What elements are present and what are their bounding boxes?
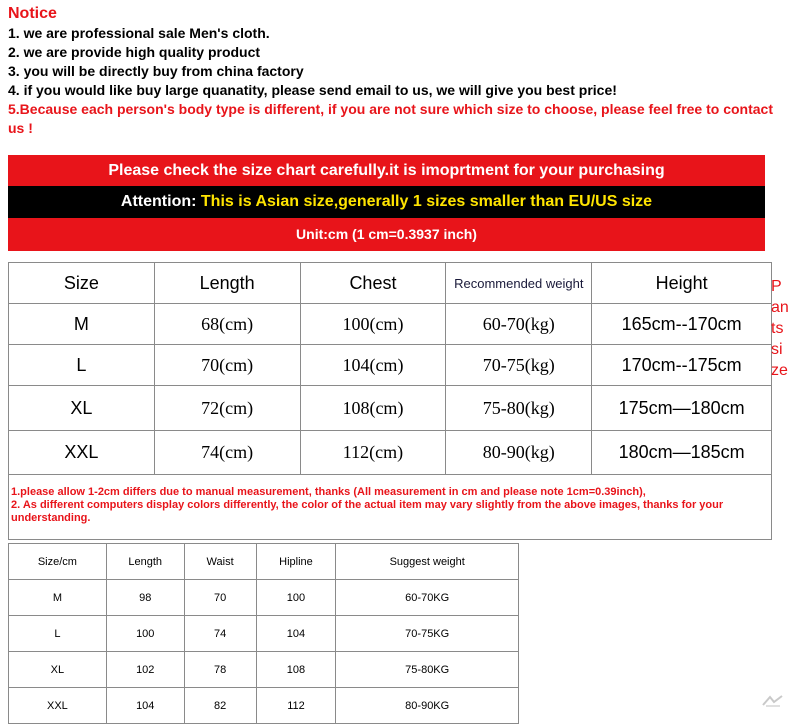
unit-banner: Unit:cm (1 cm=0.3937 inch)	[8, 218, 765, 251]
attention-label: Attention:	[120, 193, 197, 210]
header-waist: Waist	[184, 544, 256, 580]
header-hipline: Hipline	[256, 544, 336, 580]
top-size-table	[8, 262, 772, 540]
header-length: Length	[106, 544, 184, 580]
cell-height: 180cm—185cm	[592, 431, 772, 475]
table-row	[9, 304, 772, 345]
header-recommended-weight: Recommended weight	[446, 263, 592, 304]
cell-weight: 60-70(kg)	[446, 304, 592, 345]
cell-chest: 112(cm)	[300, 431, 446, 475]
notice-line-2: 2. we are provide high quality product	[8, 44, 261, 60]
pants-size-side-label: P an ts si ze	[771, 278, 789, 379]
cell-waist: 70	[184, 580, 256, 616]
cell-height: 170cm--175cm	[592, 345, 772, 386]
table-row	[9, 688, 519, 724]
cell-hipline: 100	[256, 580, 336, 616]
cell-height: 165cm--170cm	[592, 304, 772, 345]
cell-waist: 74	[184, 616, 256, 652]
size-banner	[8, 155, 765, 251]
notice-section	[8, 4, 792, 138]
table-row	[9, 431, 772, 475]
cell-length: 100	[106, 616, 184, 652]
cell-weight: 75-80(kg)	[446, 386, 592, 431]
cell-size: L	[9, 616, 107, 652]
cell-chest: 108(cm)	[300, 386, 446, 431]
cell-size: M	[9, 580, 107, 616]
cell-size: XXL	[9, 688, 107, 724]
notes-cell	[9, 475, 772, 540]
table-row	[9, 580, 519, 616]
check-banner: Please check the size chart carefully.it is imoprtment for your purchasing	[8, 155, 765, 186]
notice-line-1: 1. we are professional sale Men's cloth.	[8, 25, 270, 41]
cell-length: 98	[106, 580, 184, 616]
watermark-mark-icon	[760, 693, 786, 709]
cell-size: XL	[9, 652, 107, 688]
cell-length: 68(cm)	[154, 304, 300, 345]
cell-weight: 70-75(kg)	[446, 345, 592, 386]
cell-weight: 75-80KG	[336, 652, 519, 688]
table-row	[9, 616, 519, 652]
table-header-row	[9, 263, 772, 304]
cell-weight: 70-75KG	[336, 616, 519, 652]
header-suggest-weight: Suggest weight	[336, 544, 519, 580]
cell-length: 70(cm)	[154, 345, 300, 386]
cell-weight: 80-90KG	[336, 688, 519, 724]
cell-size: XXL	[9, 431, 155, 475]
cell-length: 74(cm)	[154, 431, 300, 475]
cell-chest: 104(cm)	[300, 345, 446, 386]
attention-text: This is Asian size,generally 1 sizes smaller than EU/US size	[200, 193, 653, 210]
cell-hipline: 104	[256, 616, 336, 652]
notice-title: Notice	[8, 5, 57, 22]
cell-length: 104	[106, 688, 184, 724]
table-row	[9, 652, 519, 688]
cell-chest: 100(cm)	[300, 304, 446, 345]
cell-weight: 80-90(kg)	[446, 431, 592, 475]
header-chest: Chest	[300, 263, 446, 304]
cell-size: XL	[9, 386, 155, 431]
header-height: Height	[592, 263, 772, 304]
notes-row	[9, 475, 772, 540]
table-row	[9, 386, 772, 431]
cell-length: 72(cm)	[154, 386, 300, 431]
note-2: 2. As different computers display colors differently, the color of the actual item may vary slightly from the above images, thanks for your understanding.	[11, 499, 724, 524]
notice-line-3: 3. you will be directly buy from china factory	[8, 63, 304, 79]
cell-height: 175cm—180cm	[592, 386, 772, 431]
notice-line-5: 5.Because each person's body type is different, if you are not sure which size to choose, please feel free to contact us !	[8, 101, 773, 136]
cell-waist: 78	[184, 652, 256, 688]
header-size-cm: Size/cm	[9, 544, 107, 580]
attention-banner	[8, 186, 765, 218]
cell-weight: 60-70KG	[336, 580, 519, 616]
cell-waist: 82	[184, 688, 256, 724]
cell-hipline: 112	[256, 688, 336, 724]
cell-length: 102	[106, 652, 184, 688]
notice-line-4: 4. if you would like buy large quanatity, please send email to us, we will give you best price!	[8, 82, 617, 98]
header-length: Length	[154, 263, 300, 304]
table-row	[9, 345, 772, 386]
cell-size: L	[9, 345, 155, 386]
cell-hipline: 108	[256, 652, 336, 688]
header-size: Size	[9, 263, 155, 304]
pants-size-table	[8, 543, 519, 724]
cell-size: M	[9, 304, 155, 345]
table-header-row	[9, 544, 519, 580]
note-1: 1.please allow 1-2cm differs due to manual measurement, thanks (All measurement in cm and please note 1cm=0.39inch),	[11, 486, 646, 498]
